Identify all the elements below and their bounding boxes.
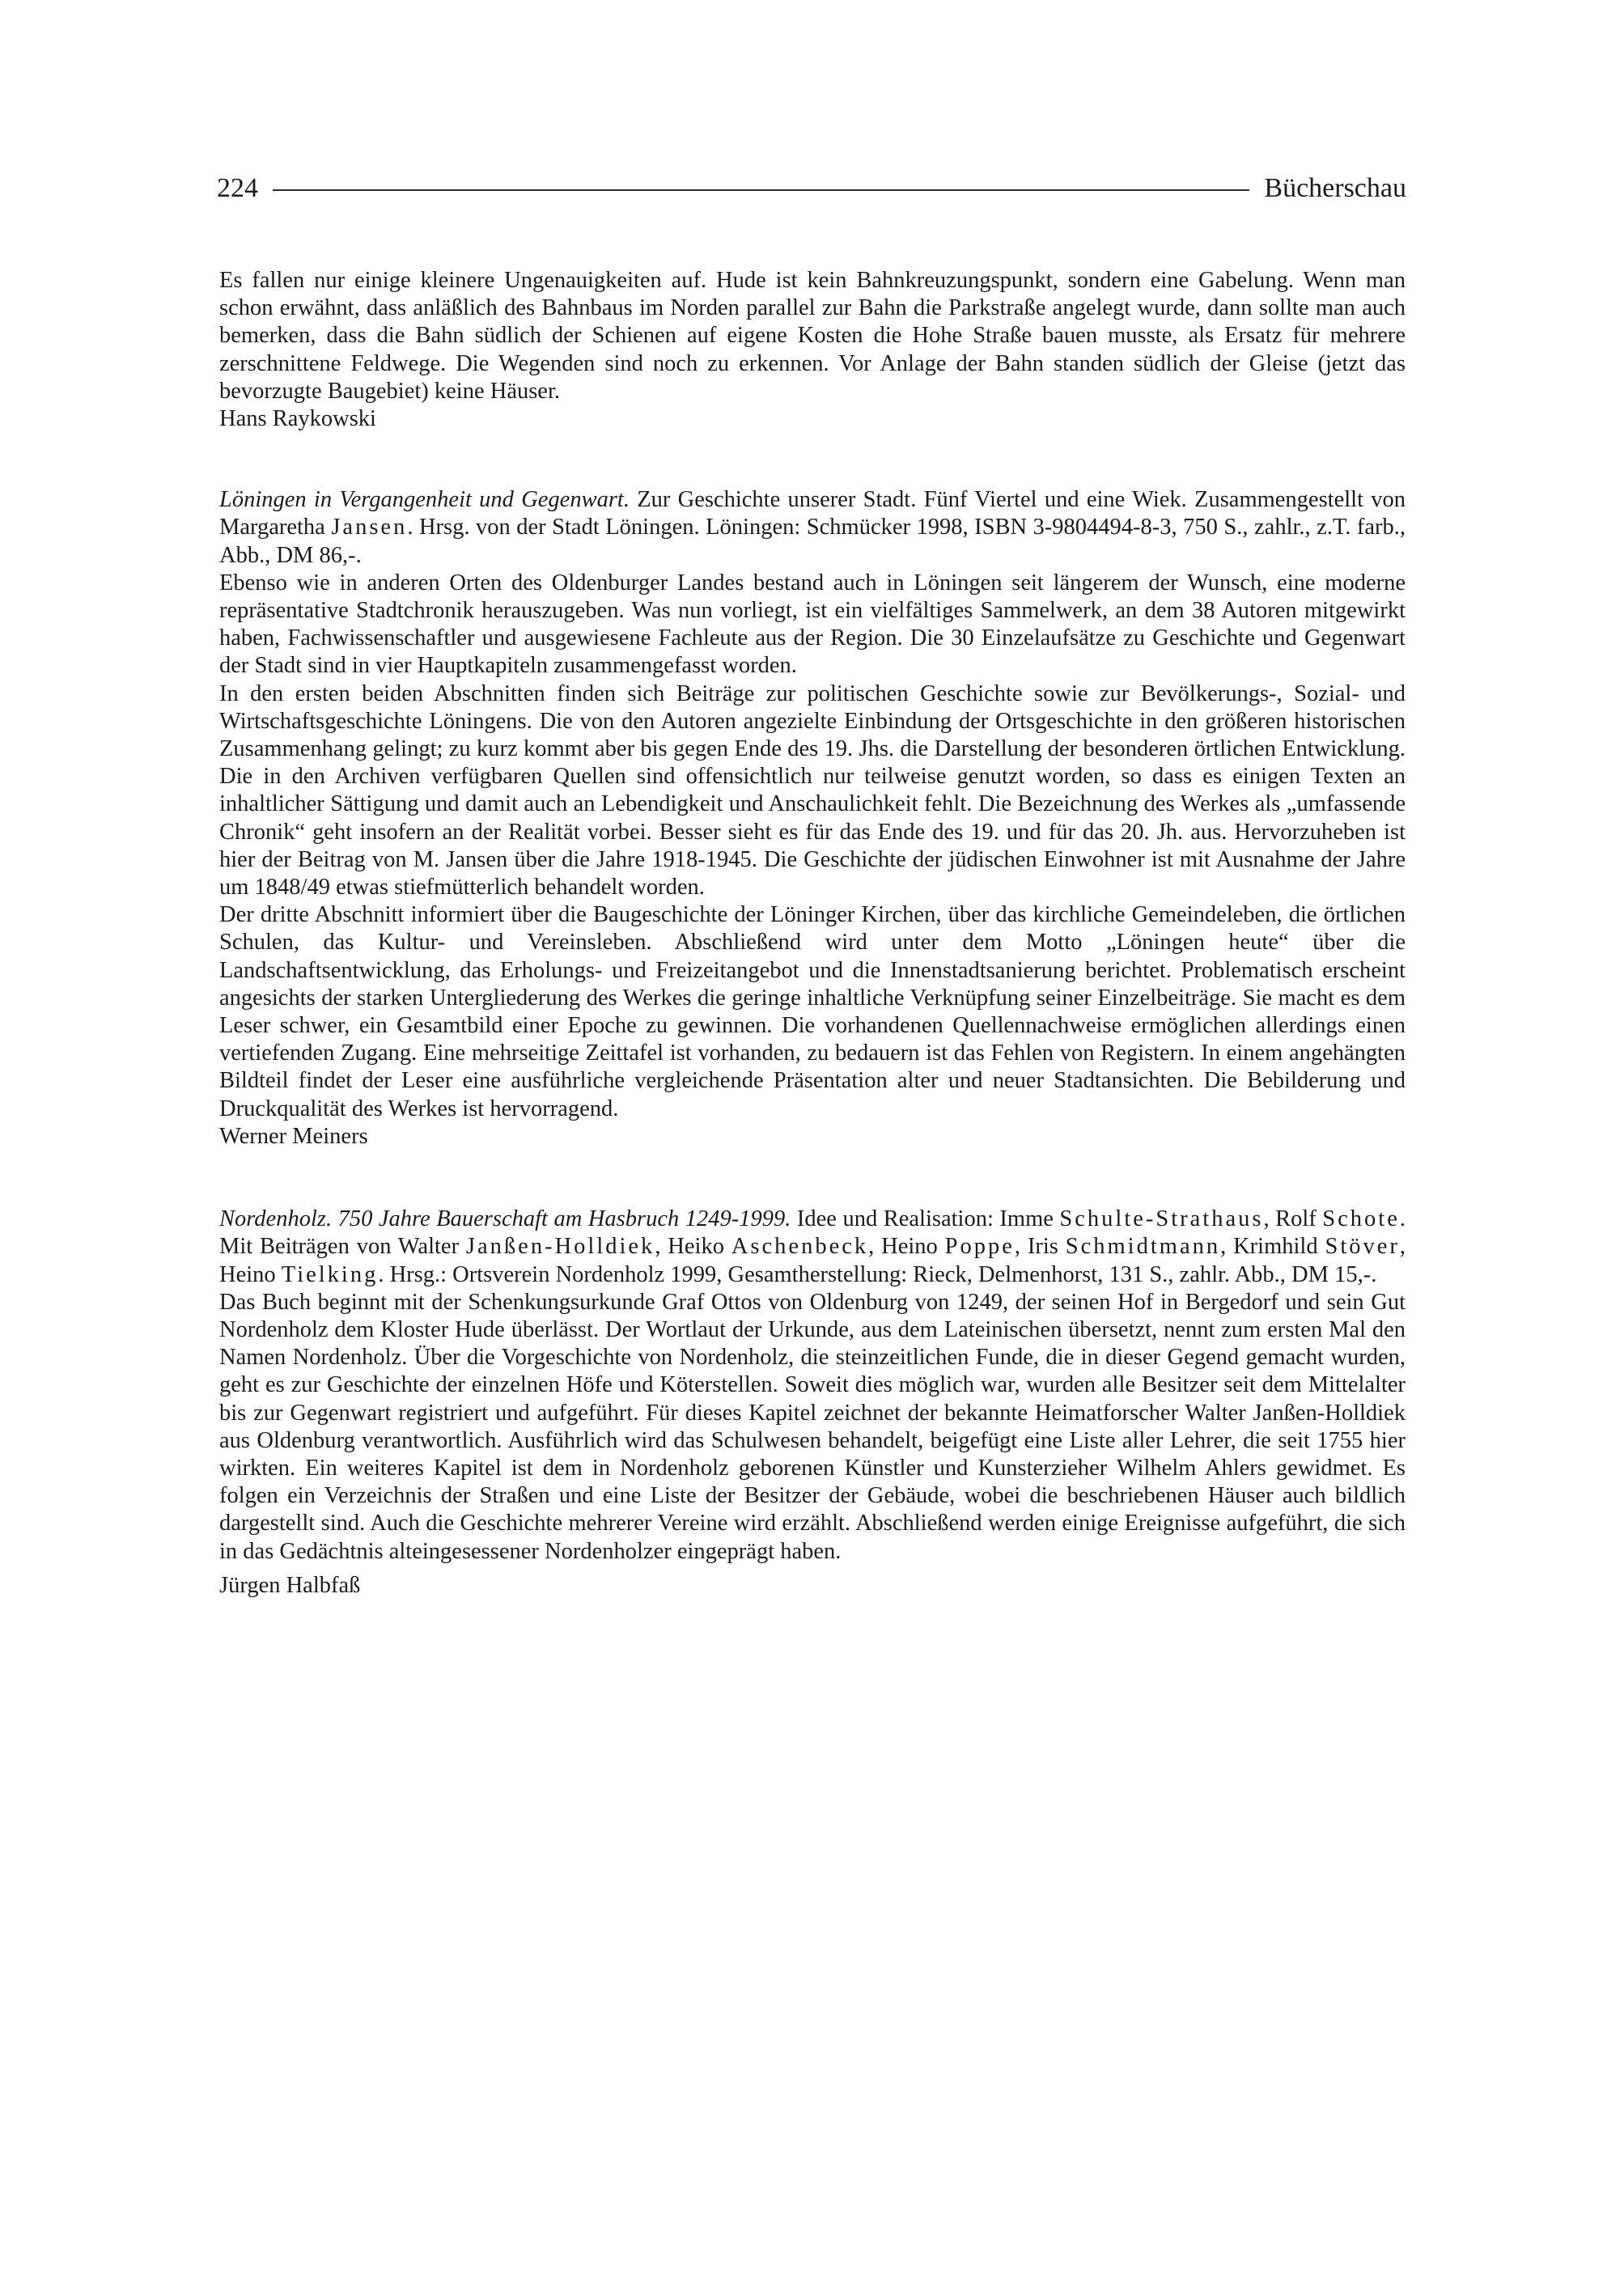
contributor-name: Schmidtmann	[1065, 1234, 1221, 1260]
book-title: Nordenholz. 750 Jahre Bauerschaft am Hasbruch 1249-1999.	[219, 1206, 791, 1232]
review-paragraph: Das Buch beginnt mit der Schenkungsurkunde Graf Ottos von Oldenburg von 1249, der seinen Hof in Bergedorf und sein Gut Nordenholz dem Kloster Hude überlässt. Der Wortlaut der Urkunde, aus dem Lateinischen übersetzt, nennt zum ersten Mal den Namen Nordenholz. Über die Vorgeschichte von Nordenholz, die steinzeitlichen Funde, die in dieser Gegend gemacht wurden, geht es zur Geschichte der einzelnen Höfe und Köterstellen. Soweit dies möglich war, wurden alle Besitzer seit dem Mittelalter bis zur Gegenwart registriert und aufgeführt. Für dieses Kapitel zeichnet der bekannte Heimatforscher Walter Janßen-Holldiek aus Oldenburg verantwortlich. Ausführlich wird das Schulwesen behandelt, beigefügt eine Liste aller Lehrer, die seit 1755 hier wirkten. Ein weiteres Kapitel ist dem in Nordenholz geborenen Künstler und Kunsterzieher Wilhelm Ahlers gewidmet. Es folgen ein Verzeichnis der Straßen und eine Liste der Besitzer der Gebäude, wobei die beschriebenen Häuser auch bildlich dargestellt sind. Auch die Geschichte mehrerer Vereine wird erzählt. Abschließend werden einige Ereignisse aufgeführt, die sich in das Gedächtnis alteingesessener Nordenholzer eingeprägt haben.	[219, 1289, 1406, 1564]
contributor-name: Aschenbeck	[731, 1234, 869, 1260]
review-paragraph: In den ersten beiden Abschnitten finden sich Beiträge zur politischen Geschichte sowie zur Bevölkerungs-, Sozial- und Wirtschaftsgeschichte Löningens. Die von den Autoren angezielte Einbindung der Ortsgeschichte in den größeren historischen Zusammenhang gelingt; zu kurz kommt aber bis gegen Ende des 19. Jhs. die Darstellung der besonderen örtlichen Entwicklung. Die in den Archiven verfügbaren Quellen sind offensichtlich nur teilweise genutzt worden, so dass es einigen Texten an inhaltlicher Sättigung und damit auch an Lebendigkeit und Anschaulichkeit fehlt. Die Bezeichnung des Werkes als „umfassende Chronik“ geht insofern an der Realität vorbei. Besser sieht es für das Ende des 19. und für das 20. Jh. aus. Hervorzuheben ist hier der Beitrag von M. Jansen über die Jahre 1918-1945. Die Geschichte der jüdischen Einwohner ist mit Ausnahme der Jahre um 1848/49 etwas stiefmütterlich behandelt worden.	[219, 680, 1406, 901]
page-number: 224	[217, 173, 258, 203]
review-loeningen	[219, 486, 1406, 1151]
contributor-name: Schote	[1322, 1206, 1400, 1232]
book-title: Löningen in Vergangenheit und Gegenwart.	[219, 487, 630, 513]
bibliographic-entry: Nordenholz. 750 Jahre Bauerschaft am Hasbruch 1249-1999. Idee und Realisation: Imme Schulte-Strathaus, Rolf Schote. Mit Beiträgen von Walter Janßen-Holldiek, Heiko Aschenbeck, Heino Poppe, Iris Schmidtmann, Krimhild Stöver, Heino Tielking. Hrsg.: Ortsverein Nordenholz 1999, Gesamtherstellung: Rieck, Delmenhorst, 131 S., zahlr. Abb., DM 15,-.	[219, 1206, 1406, 1287]
contributor-name: Schulte-Strathaus	[1059, 1206, 1264, 1232]
contributor-name: Janßen-Holldiek	[465, 1234, 655, 1260]
page-content	[219, 267, 1406, 1600]
review-nordenholz	[219, 1206, 1406, 1600]
section-title: Bücherschau	[1264, 173, 1406, 203]
review-paragraph: Der dritte Abschnitt informiert über die Baugeschichte der Löninger Kirchen, über das kirchliche Gemeindeleben, die örtlichen Schulen, das Kultur- und Vereinsleben. Abschließend wird unter dem Motto „Löningen heute“ über die Landschaftsentwicklung, das Erholungs- und Freizeitangebot und die Innenstadtsanierung berichtet. Problematisch erscheint angesichts der starken Untergliederung des Werkes die geringe inhaltliche Verknüpfung seiner Einzelbeiträge. Sie macht es dem Leser schwer, ein Gesamtbild einer Epoche zu gewinnen. Die vorhandenen Quellennachweise ermöglichen allerdings einen vertiefenden Zugang. Eine mehrseitige Zeittafel ist vorhanden, zu bedauern ist das Fehlen von Registern. In einem angehängten Bildteil findet der Leser eine ausführliche vergleichende Präsentation alter und neuer Stadtansichten. Die Bebilderung und Druckqualität des Werkes ist hervorragend.	[219, 902, 1406, 1121]
review-body: Es fallen nur einige kleinere Ungenauigkeiten auf. Hude ist kein Bahnkreuzungspunkt, sondern eine Gabelung. Wenn man schon erwähnt, dass anläßlich des Bahnbaus im Norden parallel zur Bahn die Parkstraße angelegt wurde, dann sollte man auch bemerken, dass die Bahn südlich der Schienen auf eigene Kosten die Hohe Straße bauen musste, als Ersatz für mehrere zerschnittene Feldwege. Die Wegenden sind noch zu erkennen. Vor Anlage der Bahn standen südlich der Gleise (jetzt das bevorzugte Baugebiet) keine Häuser.	[219, 268, 1406, 404]
header-rule	[273, 189, 1249, 191]
review-continued	[219, 267, 1406, 433]
review-paragraph: Ebenso wie in anderen Orten des Oldenburger Landes bestand auch in Löningen seit längerem der Wunsch, eine moderne repräsentative Stadtchronik herauszugeben. Was nun vorliegt, ist ein vielfältiges Sammelwerk, an dem 38 Autoren mitgewirkt haben, Fachwissenschaftler und ausgewiesene Fachleute aus der Region. Die 30 Einzelaufsätze zu Geschichte und Gegenwart der Stadt sind in vier Hauptkapiteln zusammengefasst worden.	[219, 570, 1406, 679]
editor-name: Jansen	[331, 515, 408, 540]
review-signature: Werner Meiners	[219, 1123, 368, 1149]
running-header	[217, 167, 1406, 210]
contributor-name: Poppe	[944, 1234, 1015, 1260]
review-signature: Jürgen Halbfaß	[219, 1572, 361, 1598]
contributor-name: Stöver	[1325, 1234, 1400, 1260]
review-signature: Hans Raykowski	[219, 406, 376, 432]
bibliographic-entry: Löningen in Vergangenheit und Gegenwart. Zur Geschichte unserer Stadt. Fünf Viertel und eine Wiek. Zusammengestellt von Margaretha Jansen. Hrsg. von der Stadt Löningen. Löningen: Schmücker 1998, ISBN 3-9804494-8-3, 750 S., zahlr., z.T. farb., Abb., DM 86,-.	[219, 487, 1406, 568]
contributor-name: Tielking	[281, 1261, 379, 1287]
